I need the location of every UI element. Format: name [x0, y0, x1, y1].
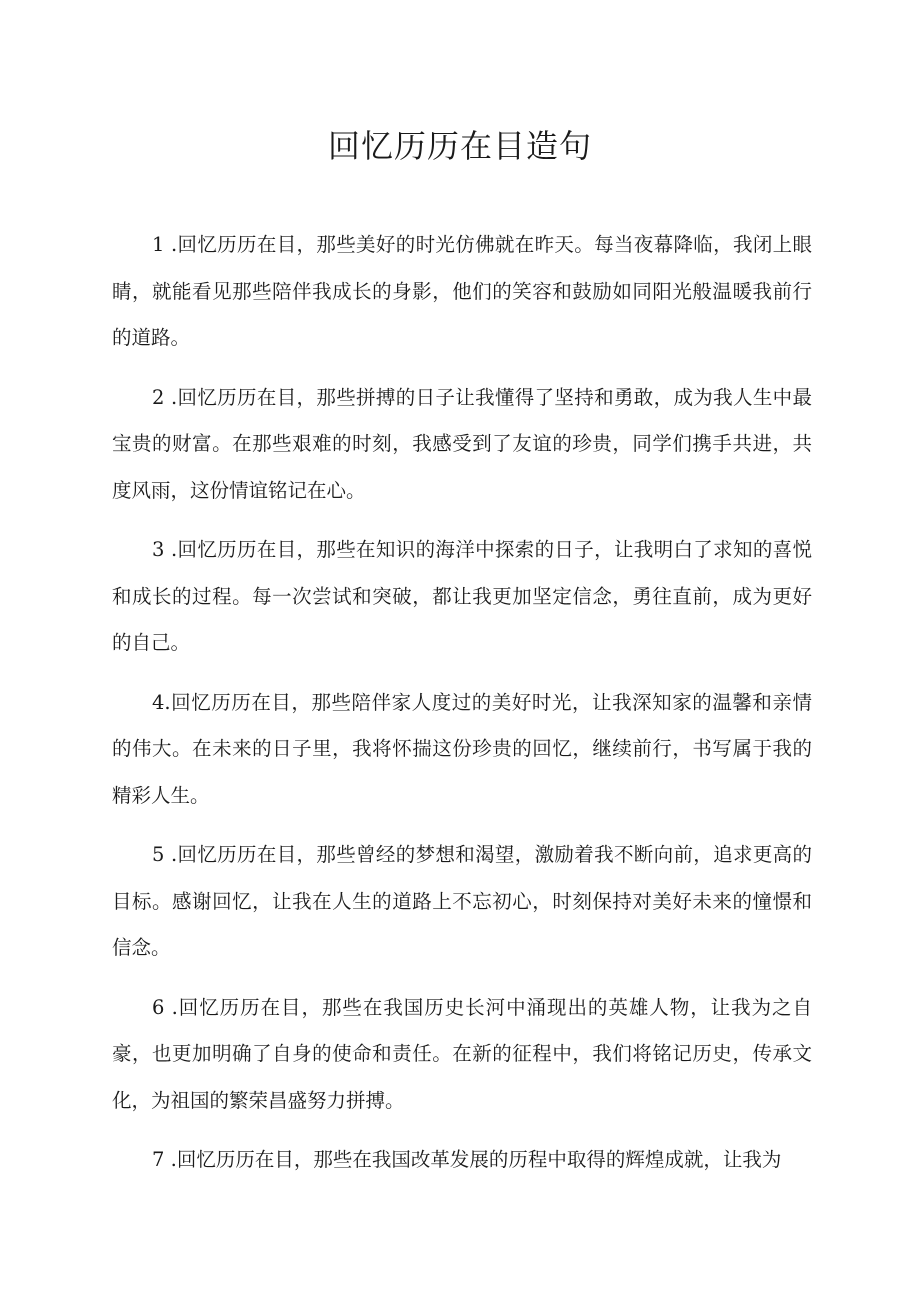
paragraph-number: 3	[152, 538, 165, 561]
paragraph-separator: .	[164, 995, 178, 1019]
paragraph-text: 回忆历历在目，那些陪伴家人度过的美好时光，让我深知家的温馨和亲情的伟大。在未来的日子里，我将怀揣这份珍贵的回忆，继续前行，书写属于我的精彩人生。	[112, 690, 812, 807]
paragraph-5	[112, 832, 812, 972]
document-body	[112, 222, 812, 1197]
document-title: 回忆历历在目造句	[327, 127, 592, 165]
paragraph-text: 回忆历历在目，那些在我国历史长河中涌现出的英雄人物，让我为之自豪，也更加明确了自身的使命和责任。在新的征程中，我们将铭记历史，传承文化，为祖国的繁荣昌盛努力拼搏。	[112, 995, 812, 1112]
paragraph-separator: .	[164, 538, 178, 561]
paragraph-text: 回忆历历在目，那些曾经的梦想和渴望，激励着我不断向前，追求更高的目标。感谢回忆，让我在人生的道路上不忘初心，时刻保持对美好未来的憧憬和信念。	[112, 843, 812, 959]
paragraph-text: 回忆历历在目，那些美好的时光仿佛就在昨天。每当夜幕降临，我闭上眼睛，就能看见那些陪伴我成长的身影，他们的笑容和鼓励如同阳光般温暖我前行的道路。	[112, 233, 812, 349]
paragraph-number: 2	[152, 385, 165, 409]
paragraph-separator: .	[164, 690, 171, 714]
paragraph-separator: .	[164, 233, 178, 256]
paragraph-number: 5	[152, 843, 165, 866]
paragraph-2	[112, 375, 812, 515]
paragraph-separator: .	[164, 385, 178, 409]
paragraph-3	[112, 527, 812, 667]
paragraph-number: 4	[152, 690, 165, 714]
paragraph-1	[112, 222, 812, 362]
paragraph-number: 1	[152, 233, 165, 256]
paragraph-text: 回忆历历在目，那些在我国改革发展的历程中取得的辉煌成就，让我为	[176, 1148, 782, 1171]
paragraph-separator: .	[164, 1148, 177, 1171]
paragraph-separator: .	[164, 843, 178, 866]
paragraph-number: 6	[152, 995, 165, 1019]
paragraph-4	[112, 680, 812, 820]
paragraph-text: 回忆历历在目，那些在知识的海洋中探索的日子，让我明白了求知的喜悦和成长的过程。每一次尝试和突破，都让我更加坚定信念，勇往直前，成为更好的自己。	[112, 538, 812, 654]
paragraph-6	[112, 985, 812, 1125]
paragraph-7	[112, 1137, 812, 1184]
paragraph-text: 回忆历历在目，那些拼搏的日子让我懂得了坚持和勇敢，成为我人生中最宝贵的财富。在那些艰难的时刻，我感受到了友谊的珍贵，同学们携手共进，共度风雨，这份情谊铭记在心。	[112, 385, 812, 502]
paragraph-number: 7	[152, 1148, 165, 1171]
